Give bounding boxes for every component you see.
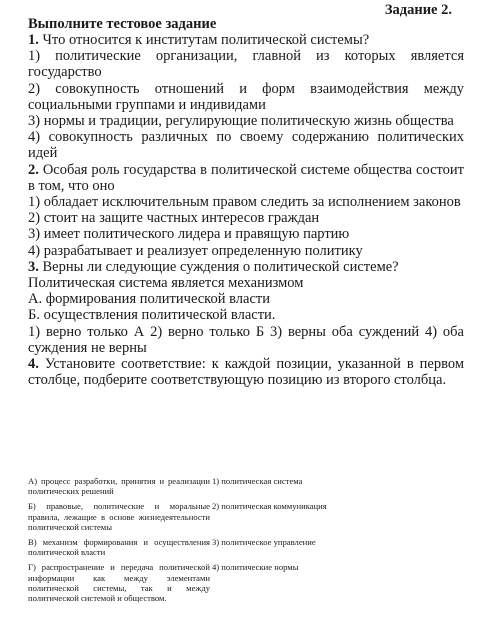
matching-right-4: 4) политические нормы <box>212 562 299 573</box>
question-2-option-1: 1) обладает исключительным правом следить за исполнением законов <box>28 194 461 211</box>
question-1-option-1: 1) политические организации, главной из которых является государство <box>28 48 464 81</box>
question-1-text: Что относится к институтам политической системы? <box>42 32 370 48</box>
matching-table <box>28 476 358 608</box>
question-2-number: 2. <box>28 161 39 178</box>
question-3 <box>28 259 464 275</box>
question-3-number: 3. <box>28 258 39 275</box>
question-2-option-3: 3) имеет политического лидера и правящую партию <box>28 226 350 243</box>
question-4-text: Установите соответствие: к каждой позиции, указанной в первом столбце, подберите соответствующую позицию из второго столбца. <box>28 356 464 389</box>
matching-left-a: А) процесс разработки, принятия и реализации политических решений <box>28 476 210 497</box>
question-2-option-2: 2) стоит на защите частных интересов граждан <box>28 210 320 227</box>
assignment-number: Задание 2. <box>384 2 452 18</box>
question-2-text: Особая роль государства в политической системе общества состоит в том, что оно <box>28 161 465 194</box>
matching-right-3: 3) политическое управление <box>212 537 316 548</box>
question-3-text: Верны ли следующие суждения о политической системе? <box>42 258 399 275</box>
matching-right-1: 1) политическая система <box>212 476 303 486</box>
question-1-option-3: 3) нормы и традиции, регулирующие политическую жизнь общества <box>28 113 454 130</box>
question-4 <box>28 356 464 388</box>
question-1-option-4: 4) совокупность различных по своему содержанию политических идей <box>28 129 464 162</box>
test-body <box>28 16 464 388</box>
question-3-line-a: А. формирования политической власти <box>28 291 270 308</box>
question-3-line-b: Б. осуществления политической власти. <box>28 307 276 324</box>
matching-left-v: В) механизм формирования и осуществления политической власти <box>28 537 210 558</box>
matching-row <box>28 501 358 537</box>
question-4-number: 4. <box>28 356 39 373</box>
question-1 <box>28 32 464 48</box>
question-1-number: 1. <box>28 32 39 48</box>
question-2 <box>28 162 464 194</box>
matching-row <box>28 476 358 501</box>
task-heading: Выполните тестовое задание <box>28 16 217 32</box>
question-3-answers: 1) верно только А 2) верно только Б 3) верны оба суждений 4) оба суждения не верны <box>28 323 464 356</box>
matching-row <box>28 537 358 562</box>
matching-row <box>28 562 358 608</box>
question-3-line-1: Политическая система является механизмом <box>28 275 304 292</box>
matching-left-b: Б) правовые, политические и моральные правила, лежащие в основе жизнедеятельности политической системы <box>28 501 210 532</box>
question-1-option-2: 2) совокупность отношений и форм взаимодействия между социальными группами и индивидами <box>28 80 464 113</box>
matching-left-g: Г) распространение и передача политической информации как между элементами политической системы, так и между политической системой и обществом. <box>28 562 210 604</box>
matching-right-2: 2) политическая коммуникация <box>212 501 327 512</box>
question-2-option-4: 4) разрабатывает и реализует определенную политику <box>28 242 363 259</box>
